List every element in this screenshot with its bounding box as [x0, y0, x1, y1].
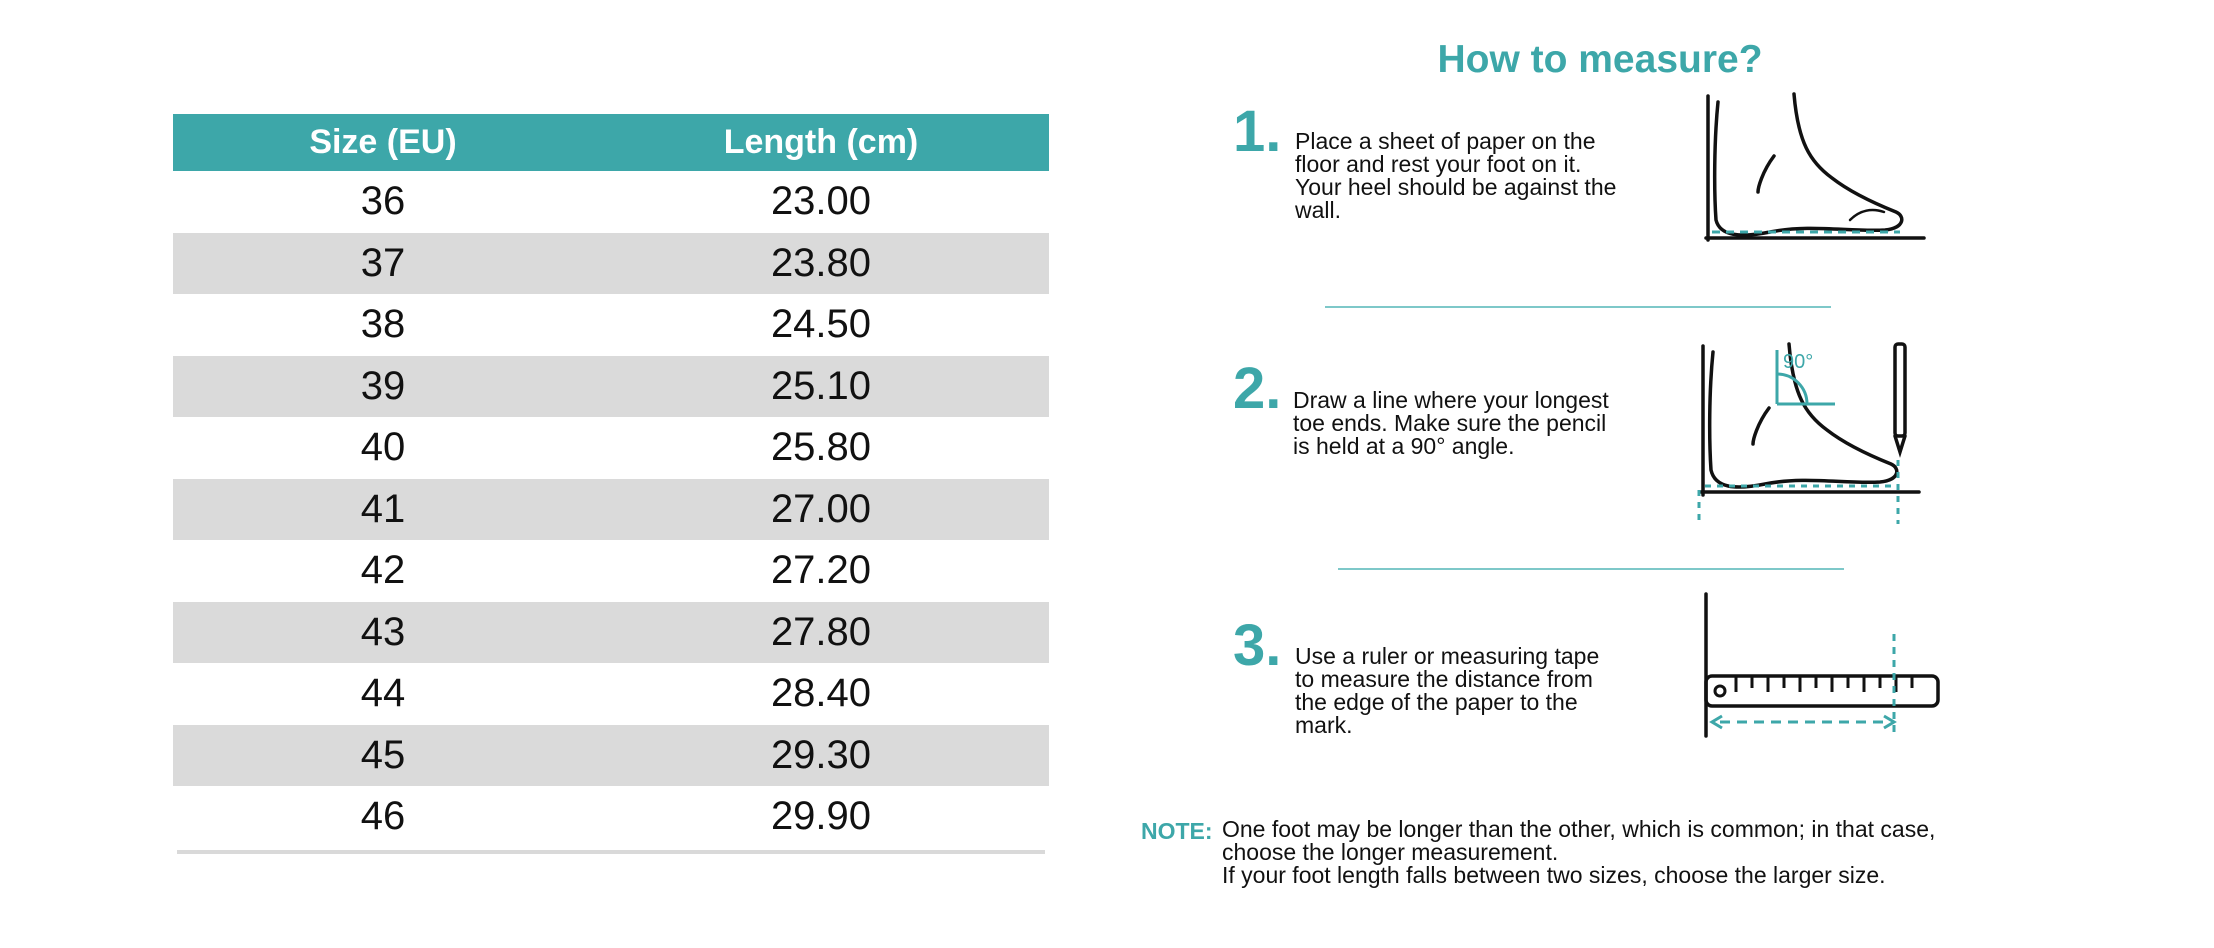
table-header-row [173, 114, 1049, 171]
length-cell: 23.80 [593, 233, 1049, 295]
step-1-line: wall. [1295, 197, 1342, 223]
step-divider [1325, 306, 1831, 308]
step-1-line: Your heel should be against the [1295, 174, 1617, 200]
length-cell: 25.80 [770, 425, 872, 470]
note-line: If your foot length falls between two sizes, choose the larger size. [1222, 862, 1886, 888]
size-cell: 37 [173, 233, 593, 295]
length-cell: 25.10 [593, 356, 1049, 418]
step-2-line: toe ends. Make sure the pencil [1293, 410, 1607, 436]
size-cell: 38 [360, 302, 406, 347]
table-row [173, 725, 1049, 787]
step-3-line: mark. [1295, 712, 1353, 738]
step-2-line: is held at a 90° angle. [1293, 433, 1515, 459]
size-cell: 36 [360, 179, 406, 224]
size-cell: 40 [360, 425, 406, 470]
table-row [173, 786, 1049, 848]
step-2-number: 2. [1233, 356, 1282, 421]
step-1-text [1295, 130, 1675, 222]
step-divider [1338, 568, 1844, 570]
table-body [173, 171, 1049, 848]
length-cell: 28.40 [770, 671, 872, 716]
table-row [173, 417, 1049, 479]
step-3-line: to measure the distance from [1295, 666, 1593, 692]
size-cell: 45 [173, 725, 593, 787]
length-cell: 24.50 [770, 302, 872, 347]
table-row [173, 356, 1049, 418]
foot-against-wall-icon [1700, 92, 1940, 252]
step-1-number: 1. [1233, 99, 1282, 164]
table-row [173, 479, 1049, 541]
size-cell: 42 [360, 548, 406, 593]
size-chart-table [173, 114, 1049, 848]
note-line: One foot may be longer than the other, which is common; in that case, [1222, 816, 1936, 842]
step-2-text [1293, 389, 1673, 458]
ruler-icon [1698, 590, 1948, 740]
how-to-measure-title: How to measure? [1437, 38, 1763, 81]
length-cell: 23.00 [770, 179, 872, 224]
size-cell: 43 [173, 602, 593, 664]
step-3-line: Use a ruler or measuring tape [1295, 643, 1600, 669]
length-cell: 29.90 [770, 794, 872, 839]
size-cell: 41 [173, 479, 593, 541]
step-1-line: Place a sheet of paper on the [1295, 128, 1596, 154]
length-cell: 29.30 [593, 725, 1049, 787]
table-row [173, 602, 1049, 664]
table-row [173, 540, 1049, 602]
table-row [173, 294, 1049, 356]
length-cell: 27.80 [593, 602, 1049, 664]
table-bottom-divider [177, 850, 1045, 854]
length-column-header: Length (cm) [593, 114, 1049, 171]
foot-with-pencil-icon [1695, 340, 1935, 530]
step-1-line: floor and rest your foot on it. [1295, 151, 1582, 177]
note-label: NOTE: [1141, 818, 1213, 844]
size-column-header: Size (EU) [173, 114, 593, 171]
table-row [173, 233, 1049, 295]
note-line: choose the longer measurement. [1222, 839, 1559, 865]
length-cell: 27.00 [593, 479, 1049, 541]
step-2-line: Draw a line where your longest [1293, 387, 1609, 413]
table-row [173, 171, 1049, 233]
size-cell: 46 [360, 794, 406, 839]
size-cell: 44 [360, 671, 406, 716]
note-text [1222, 818, 2062, 887]
angle-label: 90° [1783, 351, 1814, 373]
length-cell: 27.20 [770, 548, 872, 593]
table-row [173, 663, 1049, 725]
step-3-text [1295, 645, 1675, 737]
step-3-line: the edge of the paper to the [1295, 689, 1578, 715]
step-3-number: 3. [1233, 613, 1282, 678]
size-cell: 39 [173, 356, 593, 418]
